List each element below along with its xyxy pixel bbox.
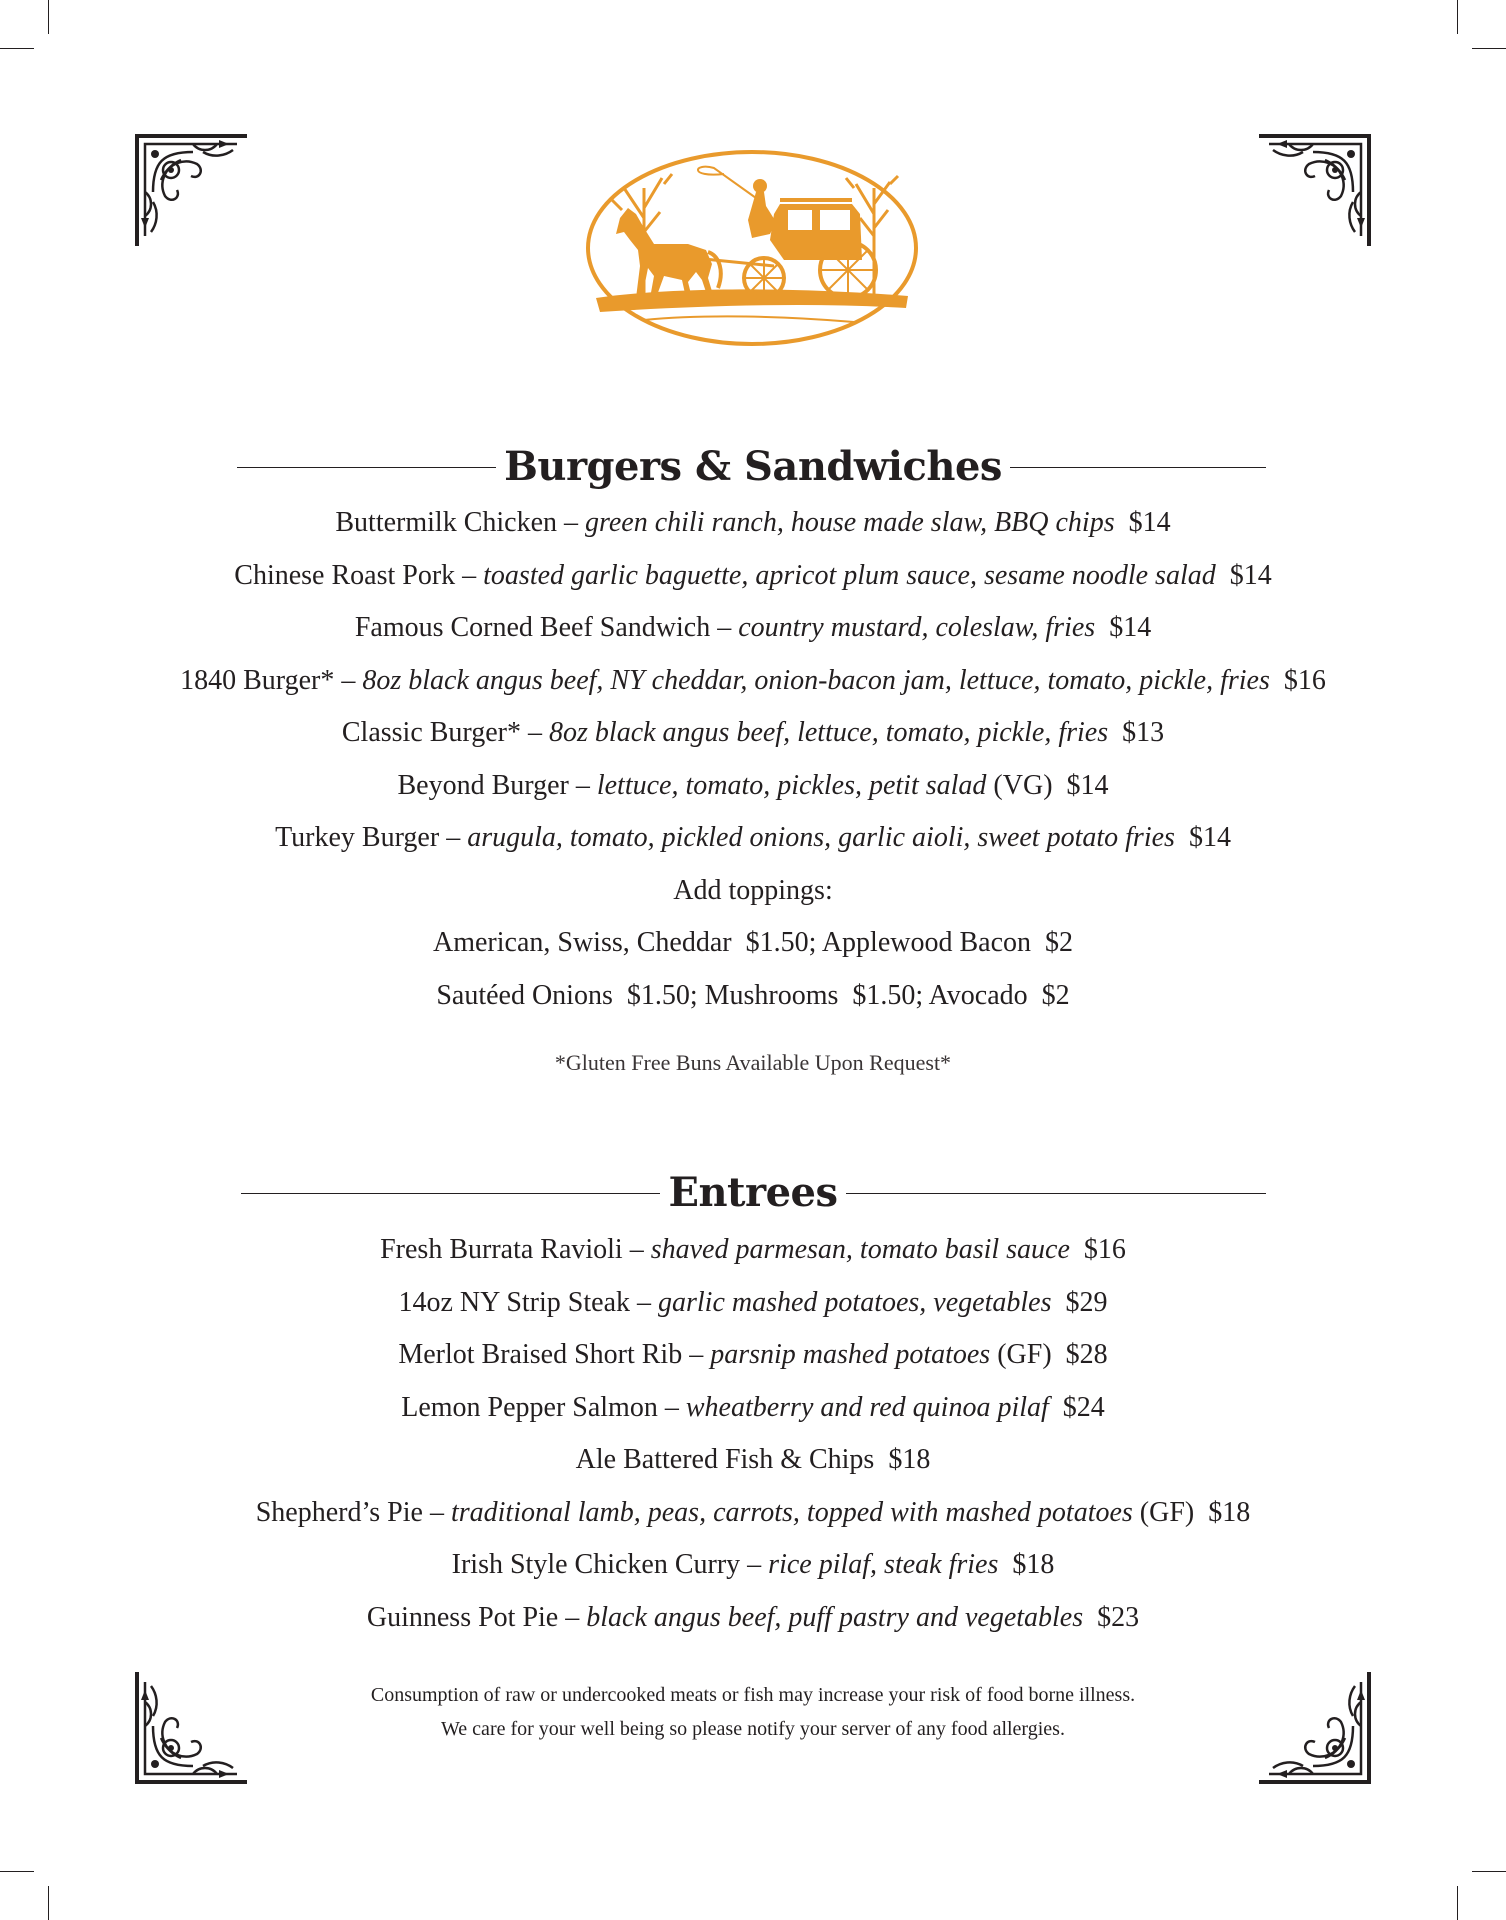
entrees-list (0, 1224, 1506, 1644)
crop-mark (0, 1871, 34, 1872)
menu-item: Famous Corned Beef Sandwich – country mustard, coleslaw, fries $14 (354, 612, 1152, 643)
burgers-title: Burgers & Sandwiches (496, 443, 1010, 490)
entrees-title: Entrees (660, 1169, 845, 1216)
menu-item: Chinese Roast Pork – toasted garlic baguette, apricot plum sauce, sesame noodle salad $14 (234, 559, 1272, 591)
disclaimer-line: We care for your well being so please notify your server of any food allergies. (441, 1718, 1065, 1740)
menu-item: Turkey Burger – arugula, tomato, pickled onions, garlic aioli, sweet potato fries $14 (275, 822, 1231, 853)
crop-mark (1472, 1871, 1506, 1872)
toppings-line: American, Swiss, Cheddar $1.50; Applewood Bacon $2 (432, 927, 1074, 958)
menu-item: 14oz NY Strip Steak – garlic mashed potatoes, vegetables $29 (398, 1286, 1108, 1318)
menu-item: Lemon Pepper Salmon – wheatberry and red quinoa pilaf $24 (401, 1391, 1105, 1423)
menu-item: Buttermilk Chicken – green chili ranch, house made slaw, BBQ chips $14 (335, 507, 1171, 538)
menu-item: Ale Battered Fish & Chips $18 (575, 1444, 931, 1475)
menu-item: Fresh Burrata Ravioli – shaved parmesan, tomato basil sauce $16 (380, 1234, 1126, 1265)
entrees-section-heading (0, 1163, 1506, 1223)
disclaimer-line: Consumption of raw or undercooked meats or fish may increase your risk of food borne illness. (370, 1684, 1136, 1706)
burgers-list (0, 497, 1506, 1022)
toppings-line: Sautéed Onions $1.50; Mushrooms $1.50; Avocado $2 (436, 979, 1070, 1011)
menu-item: Classic Burger* – 8oz black angus beef, lettuce, tomato, pickle, fries $13 (341, 717, 1165, 748)
gluten-free-note: *Gluten Free Buns Available Upon Request* (554, 1050, 952, 1075)
horse-carriage-logo (584, 148, 920, 348)
crop-mark (1472, 48, 1506, 49)
burgers-section-heading (0, 437, 1506, 497)
allergy-disclaimer (0, 1678, 1506, 1746)
ornamental-corner-icon (133, 132, 251, 250)
menu-item: Shepherd’s Pie – traditional lamb, peas, carrots, topped with mashed potatoes (GF) $18 (255, 1496, 1251, 1528)
menu-item: Merlot Braised Short Rib – parsnip mashed potatoes (GF) $28 (398, 1339, 1108, 1370)
ornamental-corner-icon (1255, 132, 1373, 250)
crop-mark (1457, 1886, 1458, 1920)
menu-item: Beyond Burger – lettuce, tomato, pickles, petit salad (VG) $14 (397, 769, 1109, 801)
toppings-heading: Add toppings: (673, 874, 833, 906)
menu-item: Guinness Pot Pie – black angus beef, puff pastry and vegetables $23 (366, 1601, 1140, 1633)
menu-item: Irish Style Chicken Curry – rice pilaf, steak fries $18 (451, 1549, 1055, 1580)
menu-item: 1840 Burger* – 8oz black angus beef, NY cheddar, onion-bacon jam, lettuce, tomato, pickle, fries $16 (180, 664, 1326, 696)
crop-mark (48, 1886, 49, 1920)
crop-mark (48, 0, 49, 34)
crop-mark (0, 48, 34, 49)
crop-mark (1457, 0, 1458, 34)
